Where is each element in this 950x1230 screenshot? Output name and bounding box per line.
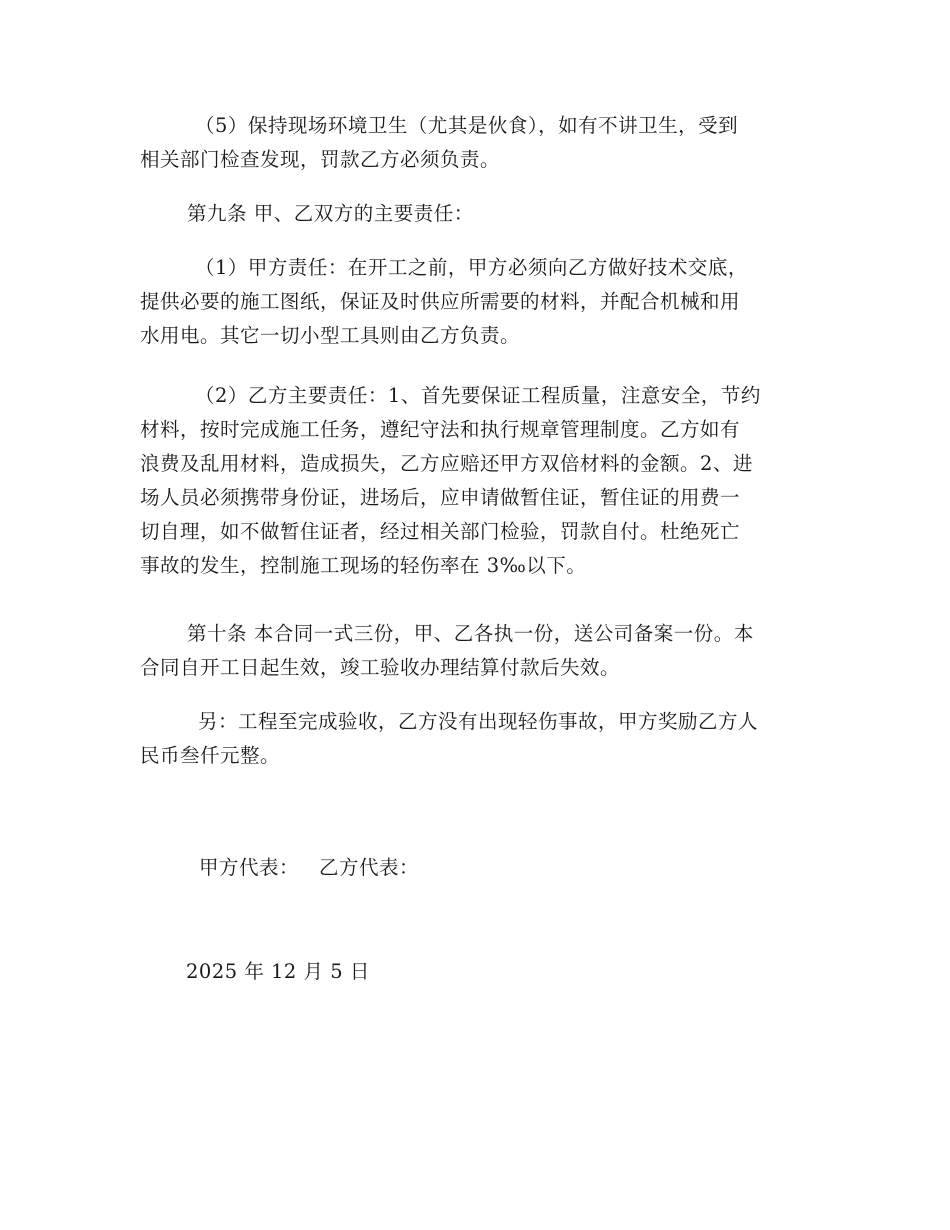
- clause-9-item-1: [140, 251, 808, 353]
- text-line: （5）保持现场环境卫生（尤其是伙食），如有不讲卫生，受到: [195, 114, 739, 137]
- text-line: 合同自开工日起生效，竣工验收办理结算付款后失效。: [140, 656, 621, 679]
- signature-line: [199, 851, 419, 885]
- text-line: 事故的发生，控制施工现场的轻伤率在 3‰以下。: [140, 554, 587, 577]
- supplementary-note: [140, 705, 808, 773]
- contract-date: 2025 年 12 月 5 日: [186, 960, 370, 983]
- text-line: 民币叁仟元整。: [140, 744, 281, 767]
- party-b-representative-label: 乙方代表：: [319, 856, 420, 879]
- text-line: 第九条 甲、乙双方的主要责任：: [187, 202, 474, 225]
- text-line: 材料，按时完成施工任务，遵纪守法和执行规章管理制度。乙方如有: [140, 418, 741, 441]
- text-line: （1）甲方责任：在开工之前，甲方必须向乙方做好技术交底，: [195, 256, 748, 279]
- text-line: 浪费及乱用材料，造成损失，乙方应赔还甲方双倍材料的金额。2、进: [140, 452, 753, 475]
- clause-9-item-2: [140, 379, 808, 583]
- text-line: 另：工程至完成验收，乙方没有出现轻伤事故，甲方奖励乙方人: [198, 710, 759, 733]
- text-line: 水用电。其它一切小型工具则由乙方负责。: [140, 324, 521, 347]
- text-line: 提供必要的施工图纸，保证及时供应所需要的材料，并配合机械和用: [140, 290, 741, 313]
- party-a-representative-label: 甲方代表：: [199, 856, 300, 879]
- text-line: 相关部门检查发现，罚款乙方必须负责。: [140, 148, 501, 171]
- clause-9-heading: [140, 197, 808, 231]
- text-line: （2）乙方主要责任：1、首先要保证工程质量，注意安全，节约: [195, 384, 761, 407]
- clause-10: [140, 617, 808, 685]
- text-line: 场人员必须携带身份证，进场后，应申请做暂住证，暂住证的用费一: [140, 486, 741, 509]
- clause-8-item-5: [140, 109, 808, 177]
- text-line: 切自理，如不做暂住证者，经过相关部门检验，罚款自付。杜绝死亡: [140, 520, 741, 543]
- text-line: 第十条 本合同一式三份，甲、乙各执一份，送公司备案一份。本: [187, 622, 754, 645]
